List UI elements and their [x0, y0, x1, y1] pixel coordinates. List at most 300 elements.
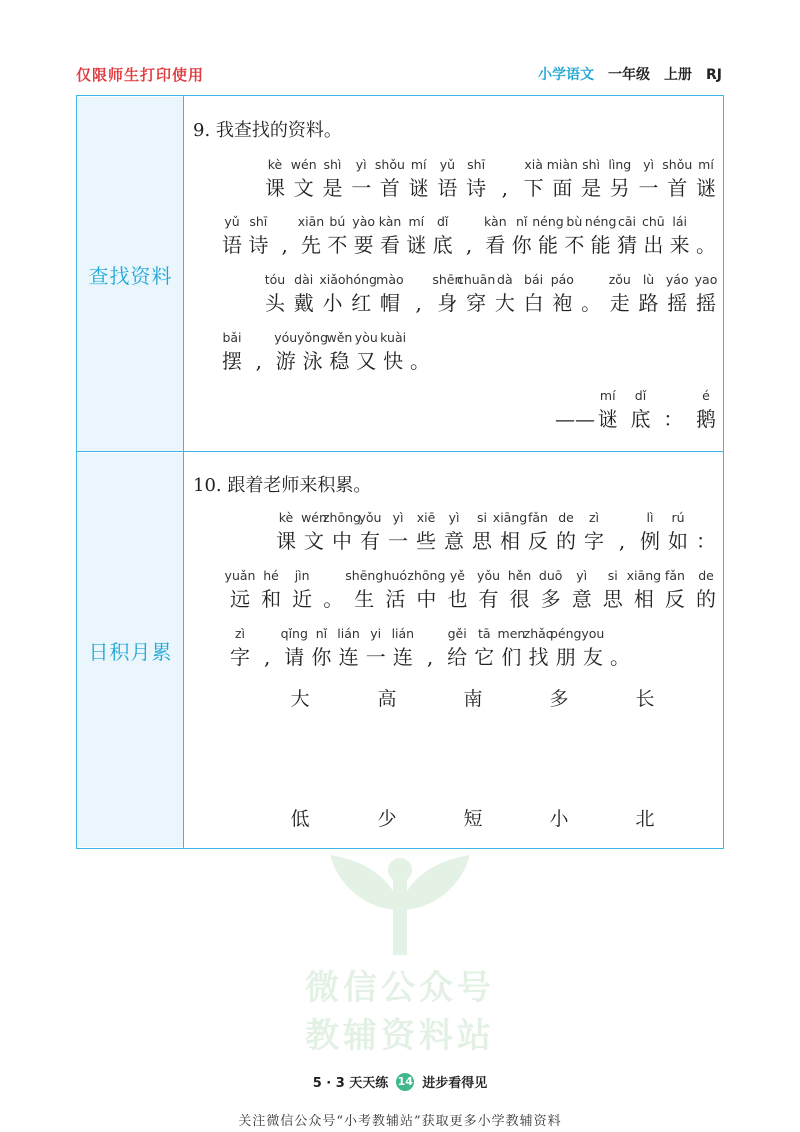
- hanzi: 给: [447, 645, 468, 669]
- pinyin: zhōng: [323, 510, 361, 525]
- passage-cell: [466, 212, 472, 258]
- pinyin: néng: [532, 214, 564, 229]
- passage-cell: [264, 624, 270, 670]
- hanzi: 看: [485, 233, 506, 257]
- hanzi: 能: [590, 233, 611, 257]
- pinyin: yì: [576, 568, 588, 583]
- passage-cell: [528, 508, 548, 554]
- passage-cell: [581, 155, 601, 201]
- pinyin: [281, 212, 287, 232]
- passage-cell: [556, 508, 576, 554]
- pinyin: hěn: [507, 568, 532, 583]
- pinyin: shǒu: [374, 157, 405, 172]
- pinyin: mí: [410, 157, 427, 172]
- footer-series: 5 · 3 天天练: [312, 1076, 389, 1091]
- passage-cell: [294, 270, 314, 316]
- passage-cell: [484, 212, 507, 258]
- pinyin: dà: [497, 272, 513, 287]
- pinyin: [427, 624, 433, 644]
- pinyin: dǐ: [634, 388, 647, 403]
- hanzi: 身: [437, 291, 458, 315]
- passage-cell: [323, 566, 343, 612]
- hanzi: 。: [323, 587, 344, 611]
- hanzi: 反: [664, 587, 685, 611]
- header-subject: 小学语文: [538, 67, 594, 83]
- pinyin: cāi: [617, 214, 636, 229]
- pinyin: wén: [301, 510, 327, 525]
- pinyin: dǐ: [436, 214, 449, 229]
- passage-cell: [539, 566, 563, 612]
- pinyin: kuài: [380, 330, 407, 345]
- passage-cell: [581, 624, 604, 670]
- passage-cell: [376, 270, 403, 316]
- page-number-badge: 14: [396, 1073, 414, 1091]
- hanzi: 意: [444, 529, 464, 553]
- pinyin: tóu: [264, 272, 286, 287]
- word-bottom-1[interactable]: 低: [290, 808, 310, 830]
- pinyin: xiǎo: [319, 272, 346, 287]
- hanzi: 和: [261, 587, 282, 611]
- passage-cell: [474, 624, 494, 670]
- passage-cell: [551, 270, 574, 316]
- passage-cell: [663, 386, 683, 432]
- passage-cell: [584, 508, 604, 554]
- pinyin: páo: [550, 272, 574, 287]
- pinyin: shī: [249, 214, 268, 229]
- pinyin: zhōng: [407, 568, 446, 583]
- pinyin: de: [698, 568, 714, 583]
- hanzi: 先: [300, 233, 321, 257]
- word-bottom-4[interactable]: 小: [549, 808, 569, 830]
- hanzi: 红: [351, 291, 372, 315]
- passage-cell: [292, 566, 312, 612]
- hanzi: 一: [365, 645, 386, 669]
- hanzi: 首: [667, 176, 688, 200]
- passage-cell: [695, 270, 718, 316]
- hanzi: 首: [379, 176, 400, 200]
- pinyin: [415, 270, 421, 290]
- pinyin: yì: [448, 510, 460, 525]
- pinyin: yǒu: [477, 568, 501, 583]
- hanzi: 要: [353, 233, 374, 257]
- pinyin: yǒu: [358, 510, 382, 525]
- pinyin: lián: [391, 626, 415, 641]
- pinyin: yào: [352, 214, 376, 229]
- word-top-3[interactable]: 南: [463, 688, 483, 710]
- passage-cell: [447, 566, 467, 612]
- pinyin: [323, 566, 343, 586]
- pinyin: [466, 212, 472, 232]
- pinyin: nǐ: [315, 626, 328, 641]
- passage-cell: [359, 508, 382, 554]
- hanzi: 摇: [667, 291, 688, 315]
- hanzi: 文: [293, 176, 314, 200]
- passage-cell: [696, 386, 716, 432]
- passage-cell: [256, 328, 262, 374]
- pinyin: yì: [355, 157, 367, 172]
- pinyin: [502, 155, 508, 175]
- hanzi: 找: [528, 645, 549, 669]
- pinyin: yáo: [665, 272, 689, 287]
- pinyin: mí: [408, 214, 425, 229]
- passage-cell: [466, 155, 486, 201]
- pinyin: zǒu: [608, 272, 631, 287]
- passage-cell: [555, 386, 595, 432]
- passage-cell: [380, 328, 406, 374]
- hanzi: 。: [696, 233, 716, 257]
- hanzi: 泳: [302, 349, 323, 373]
- passage-cell: [493, 508, 527, 554]
- word-top-4[interactable]: 多: [549, 688, 569, 710]
- hanzi: 鹅: [696, 407, 716, 431]
- hanzi: 的: [556, 529, 576, 553]
- pinyin: nǐ: [515, 214, 528, 229]
- passage-cell: [225, 566, 256, 612]
- hanzi: 活: [385, 587, 406, 611]
- pinyin: é: [702, 388, 710, 403]
- pinyin: [555, 386, 595, 406]
- passage-cell: [512, 212, 532, 258]
- pinyin: huó: [383, 568, 408, 583]
- hanzi: 大: [494, 291, 515, 315]
- hanzi: 请: [284, 645, 305, 669]
- pinyin: mào: [376, 272, 404, 287]
- passage-cell: [281, 624, 308, 670]
- hanzi: 看: [379, 233, 400, 257]
- pinyin: yǔ: [439, 157, 456, 172]
- pinyin: yǔ: [224, 214, 240, 229]
- passage-cell: [274, 328, 297, 374]
- passage-cell: [265, 270, 285, 316]
- passage-cell: [532, 212, 563, 258]
- word-bottom-5[interactable]: 北: [635, 808, 655, 830]
- hanzi: 穿: [466, 291, 487, 315]
- hanzi: 面: [552, 176, 573, 200]
- pinyin: kè: [278, 510, 294, 525]
- pinyin: [610, 624, 630, 644]
- passage-cell: [457, 270, 495, 316]
- hanzi: 例: [640, 529, 660, 553]
- passage-cell: [281, 212, 287, 258]
- hanzi: 快: [383, 349, 404, 373]
- passage-cell: [327, 212, 347, 258]
- hanzi: ：: [696, 529, 716, 553]
- hanzi: 相: [499, 529, 520, 553]
- passage-cell: [352, 212, 375, 258]
- hanzi: 连: [392, 645, 413, 669]
- section-label-accumulate: 日积月累: [78, 453, 183, 847]
- hanzi: 它: [474, 645, 495, 669]
- pinyin: xiē: [416, 510, 436, 525]
- pinyin: rú: [671, 510, 685, 525]
- pinyin: gěi: [447, 626, 467, 641]
- pinyin: lìng: [608, 157, 632, 172]
- hanzi: 些: [416, 529, 436, 553]
- pinyin: si: [607, 568, 618, 583]
- passage-cell: [608, 155, 631, 201]
- watermark-line2: 教辅资料站: [305, 1016, 495, 1056]
- hanzi: 课: [276, 529, 296, 553]
- passage-cell: [631, 386, 651, 432]
- hanzi: 。: [410, 349, 430, 373]
- passage-cell: [407, 566, 445, 612]
- passage-cell: [248, 212, 268, 258]
- passage-cell: [345, 270, 376, 316]
- hanzi: 一: [638, 176, 659, 200]
- hanzi: 们: [501, 645, 522, 669]
- passage-cell: [662, 155, 692, 201]
- header-edition: RJ: [706, 67, 722, 83]
- hanzi: 走: [609, 291, 630, 315]
- hanzi: 不: [327, 233, 348, 257]
- passage-cell: [550, 624, 581, 670]
- passage-cell: [355, 328, 378, 374]
- hanzi: 袍: [552, 291, 573, 315]
- hanzi: 不: [564, 233, 585, 257]
- passage-cell: [366, 624, 386, 670]
- hanzi: 另: [609, 176, 630, 200]
- sprout-logo-icon: [300, 850, 500, 960]
- pinyin: fǎn: [528, 510, 548, 525]
- pinyin: wěn: [326, 330, 353, 345]
- hanzi: 谜: [696, 176, 716, 200]
- hanzi: 谜: [406, 233, 427, 257]
- footer-note: 关注微信公众号“小考教辅站”获取更多小学教辅资料: [238, 1114, 562, 1129]
- hanzi: 底: [432, 233, 453, 257]
- passage-cell: [472, 508, 492, 554]
- pinyin: hóng: [345, 272, 377, 287]
- hanzi: 中: [332, 529, 352, 553]
- passage-cell: [337, 624, 360, 670]
- pinyin: chū: [641, 214, 665, 229]
- pinyin: fǎn: [664, 568, 685, 583]
- pinyin: miàn: [546, 157, 578, 172]
- hanzi: 帽: [379, 291, 400, 315]
- hanzi: 的: [696, 587, 716, 611]
- pinyin: lù: [642, 272, 655, 287]
- pinyin: péng: [549, 626, 582, 641]
- hanzi: 相: [633, 587, 654, 611]
- hanzi: 下: [523, 176, 544, 200]
- passage-cell: [433, 212, 453, 258]
- hanzi: 有: [478, 587, 499, 611]
- pinyin: bú: [329, 214, 346, 229]
- pinyin: xiāng: [626, 568, 662, 583]
- hanzi: 思: [472, 529, 492, 553]
- pinyin: [696, 212, 716, 232]
- pinyin: men: [497, 626, 526, 641]
- hanzi: 。: [581, 291, 602, 315]
- hanzi: 小: [322, 291, 343, 315]
- hanzi: 游: [275, 349, 296, 373]
- hanzi: 。: [610, 645, 630, 669]
- watermark-line1: 微信公众号: [305, 968, 495, 1008]
- pinyin: néng: [584, 214, 617, 229]
- hanzi: 摇: [696, 291, 716, 315]
- pinyin: yóu: [274, 330, 298, 345]
- passage-cell: [619, 508, 625, 554]
- hanzi: 你: [311, 645, 332, 669]
- header-info: [538, 64, 722, 84]
- passage-cell: [585, 212, 616, 258]
- hanzi: 课: [265, 176, 285, 200]
- passage-cell: [609, 270, 631, 316]
- passage-cell: [447, 624, 467, 670]
- header-notice: 仅限师生打印使用: [76, 66, 205, 84]
- pinyin: shì: [582, 157, 601, 172]
- pinyin: mí: [599, 388, 616, 403]
- pinyin: kè: [267, 157, 283, 172]
- passage-cell: [416, 508, 436, 554]
- pinyin: de: [558, 510, 574, 525]
- word-top-2[interactable]: 高: [377, 688, 397, 710]
- passage-cell: [222, 328, 242, 374]
- header-grade: 一年级: [608, 67, 650, 83]
- hanzi: 谜: [408, 176, 429, 200]
- hanzi: 朋: [555, 645, 576, 669]
- pinyin: [256, 328, 262, 348]
- passage-cell: [502, 155, 508, 201]
- passage-cell: [319, 270, 345, 316]
- passage-cell: [495, 270, 515, 316]
- passage-cell: [668, 508, 688, 554]
- pinyin: you: [581, 626, 605, 641]
- passage-cell: [642, 212, 665, 258]
- word-top-5[interactable]: 长: [635, 688, 655, 710]
- hanzi: ,: [415, 291, 422, 315]
- hanzi: 字: [230, 645, 250, 669]
- question-10-title: 10. 跟着老师来积累。: [193, 475, 372, 496]
- hanzi: ,: [263, 645, 271, 669]
- hanzi: ,: [281, 233, 288, 257]
- passage-cell: [427, 624, 433, 670]
- pinyin: tā: [478, 626, 491, 641]
- footer-slogan: 进步看得见: [422, 1076, 488, 1091]
- hanzi: 能: [537, 233, 558, 257]
- hanzi: 是: [322, 176, 343, 200]
- pinyin: chuān: [456, 272, 496, 287]
- column-divider: [183, 96, 184, 848]
- hanzi: 连: [338, 645, 359, 669]
- pinyin: [410, 328, 430, 348]
- hanzi: 生: [354, 587, 375, 611]
- pinyin: xiān: [297, 214, 325, 229]
- pinyin: hé: [263, 568, 279, 583]
- passage-cell: [665, 566, 685, 612]
- hanzi: 出: [643, 233, 664, 257]
- passage-cell: [265, 155, 285, 201]
- passage-cell: [261, 566, 281, 612]
- passage-cell: [323, 508, 361, 554]
- passage-cell: [640, 508, 660, 554]
- passage-cell: [351, 155, 371, 201]
- hanzi: 白: [523, 291, 544, 315]
- pinyin: [264, 624, 270, 644]
- hanzi: 诗: [248, 233, 269, 257]
- hanzi: ：: [663, 407, 684, 431]
- pinyin: bù: [566, 214, 583, 229]
- word-bottom-3[interactable]: 短: [463, 808, 483, 830]
- hanzi: 如: [668, 529, 688, 553]
- hanzi: 摆: [222, 349, 242, 373]
- hanzi: 稳: [329, 349, 350, 373]
- passage-cell: [508, 566, 532, 612]
- pinyin: qǐng: [280, 626, 308, 641]
- word-bottom-2[interactable]: 少: [377, 808, 397, 830]
- hanzi: ——: [555, 407, 595, 431]
- passage-cell: [696, 508, 716, 554]
- passage-cell: [384, 566, 408, 612]
- pinyin: kàn: [378, 214, 402, 229]
- passage-cell: [406, 212, 426, 258]
- hanzi: 多: [540, 587, 561, 611]
- pinyin: shī: [467, 157, 486, 172]
- passage-cell: [581, 270, 601, 316]
- passage-cell: [477, 566, 500, 612]
- pinyin: yì: [643, 157, 654, 172]
- hanzi: 语: [222, 233, 242, 257]
- pinyin: wén: [290, 157, 317, 172]
- pinyin: xià: [524, 157, 543, 172]
- pinyin: shēn: [432, 272, 463, 287]
- exercise-table: [76, 95, 724, 849]
- passage-cell: [617, 212, 637, 258]
- pinyin: bǎi: [222, 330, 242, 345]
- passage-cell: [437, 155, 457, 201]
- word-top-1[interactable]: 大: [290, 688, 310, 710]
- page-footer: [0, 1072, 800, 1091]
- pinyin: zhǎo: [523, 626, 554, 641]
- hanzi: 文: [304, 529, 324, 553]
- passage-cell: [322, 155, 342, 201]
- passage-cell: [498, 624, 526, 670]
- hanzi: 很: [509, 587, 530, 611]
- hanzi: 头: [264, 291, 285, 315]
- pinyin: zì: [234, 626, 246, 641]
- passage-cell: [639, 270, 659, 316]
- pinyin: yòu: [354, 330, 378, 345]
- pinyin: kàn: [484, 214, 507, 229]
- pinyin: shì: [323, 157, 342, 172]
- hanzi: 路: [638, 291, 659, 315]
- hanzi: ,: [618, 529, 626, 553]
- pinyin: jìn: [294, 568, 310, 583]
- passage-cell: [297, 328, 328, 374]
- passage-cell: [603, 566, 623, 612]
- passage-cell: [627, 566, 661, 612]
- hanzi: ,: [501, 176, 509, 200]
- hanzi: 谜: [597, 407, 618, 431]
- pinyin: yao: [694, 272, 718, 287]
- passage-cell: [327, 328, 353, 374]
- pinyin: [663, 386, 683, 406]
- passage-cell: [409, 155, 429, 201]
- passage-cell: [276, 508, 296, 554]
- passage-cell: [696, 566, 716, 612]
- pinyin: si: [477, 510, 487, 525]
- pinyin: shēng: [345, 568, 384, 583]
- passage-cell: [222, 212, 242, 258]
- pinyin: lián: [337, 626, 360, 641]
- pinyin: shǒu: [662, 157, 693, 172]
- question-9-title: 9. 我查找的资料。: [193, 120, 342, 141]
- passage-cell: [524, 270, 544, 316]
- pinyin: xiāng: [492, 510, 528, 525]
- hanzi: ,: [465, 233, 473, 257]
- passage-cell: [444, 508, 464, 554]
- hanzi: 你: [511, 233, 532, 257]
- passage-cell: [696, 212, 716, 258]
